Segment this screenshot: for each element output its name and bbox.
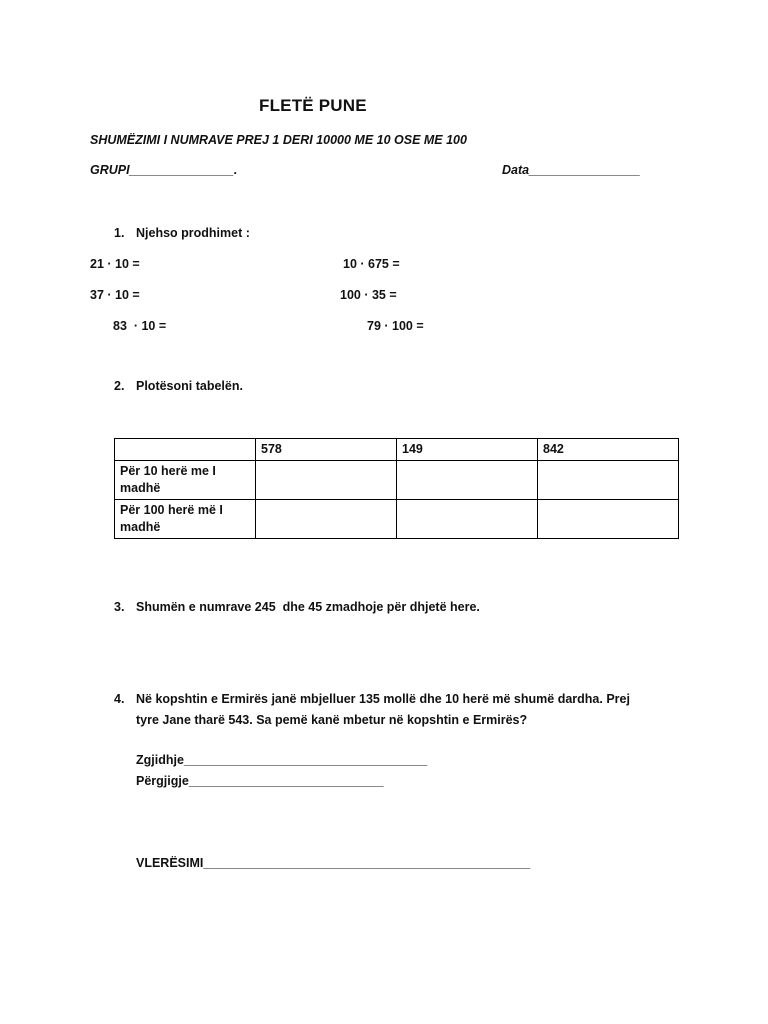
grade-field: VLERËSIMI_______________________________________________ (136, 856, 531, 870)
solution-field[interactable]: Zgjidhje___________________________________ (136, 753, 428, 767)
q2-number: 2. (114, 379, 125, 393)
table-row-label: Për 10 herë me I madhë (115, 461, 256, 500)
table-cell[interactable] (256, 461, 397, 500)
q3-text: Shumën e numrave 245 dhe 45 zmadhoje për dhjetë here. (136, 600, 480, 614)
table-cell[interactable] (538, 461, 679, 500)
q1-item: 10 · 675 = (343, 257, 400, 271)
answer-field[interactable]: Përgjigje____________________________ (136, 774, 384, 788)
table-row (115, 500, 679, 539)
table-header-cell (115, 439, 256, 461)
q4-line1: Në kopshtin e Ermirës janë mbjelluer 135 mollë dhe 10 herë më shumë dardha. Prej (136, 692, 630, 706)
date-field: Data________________ (502, 163, 641, 177)
subtitle: SHUMËZIMI I NUMRAVE PREJ 1 DERI 10000 ME 10 OSE ME 100 (90, 133, 467, 147)
multiplication-table (114, 438, 679, 539)
page-title: FLETË PUNE (259, 96, 367, 115)
q1-item: 21 · 10 = (90, 257, 140, 271)
table-header-cell: 149 (397, 439, 538, 461)
q3-number: 3. (114, 600, 125, 614)
table-cell[interactable] (538, 500, 679, 539)
table-header-cell: 842 (538, 439, 679, 461)
table-row-label: Për 100 herë më I madhë (115, 500, 256, 539)
table-row (115, 461, 679, 500)
q1-item: 79 · 100 = (367, 319, 424, 333)
q1-item: 37 · 10 = (90, 288, 140, 302)
q1-item: 100 · 35 = (340, 288, 397, 302)
q1-item: 83 · 10 = (113, 319, 167, 333)
q2-text: Plotësoni tabelën. (136, 379, 243, 393)
table-cell[interactable] (256, 500, 397, 539)
group-field: GRUPI_______________. (90, 163, 238, 177)
q4-line2: tyre Jane tharë 543. Sa pemë kanë mbetur në kopshtin e Ermirës? (136, 713, 528, 727)
q4-number: 4. (114, 692, 125, 706)
q1-text: Njehso prodhimet : (136, 226, 250, 240)
table-header-row (115, 439, 679, 461)
q1-number: 1. (114, 226, 125, 240)
table-cell[interactable] (397, 500, 538, 539)
table-cell[interactable] (397, 461, 538, 500)
table-header-cell: 578 (256, 439, 397, 461)
